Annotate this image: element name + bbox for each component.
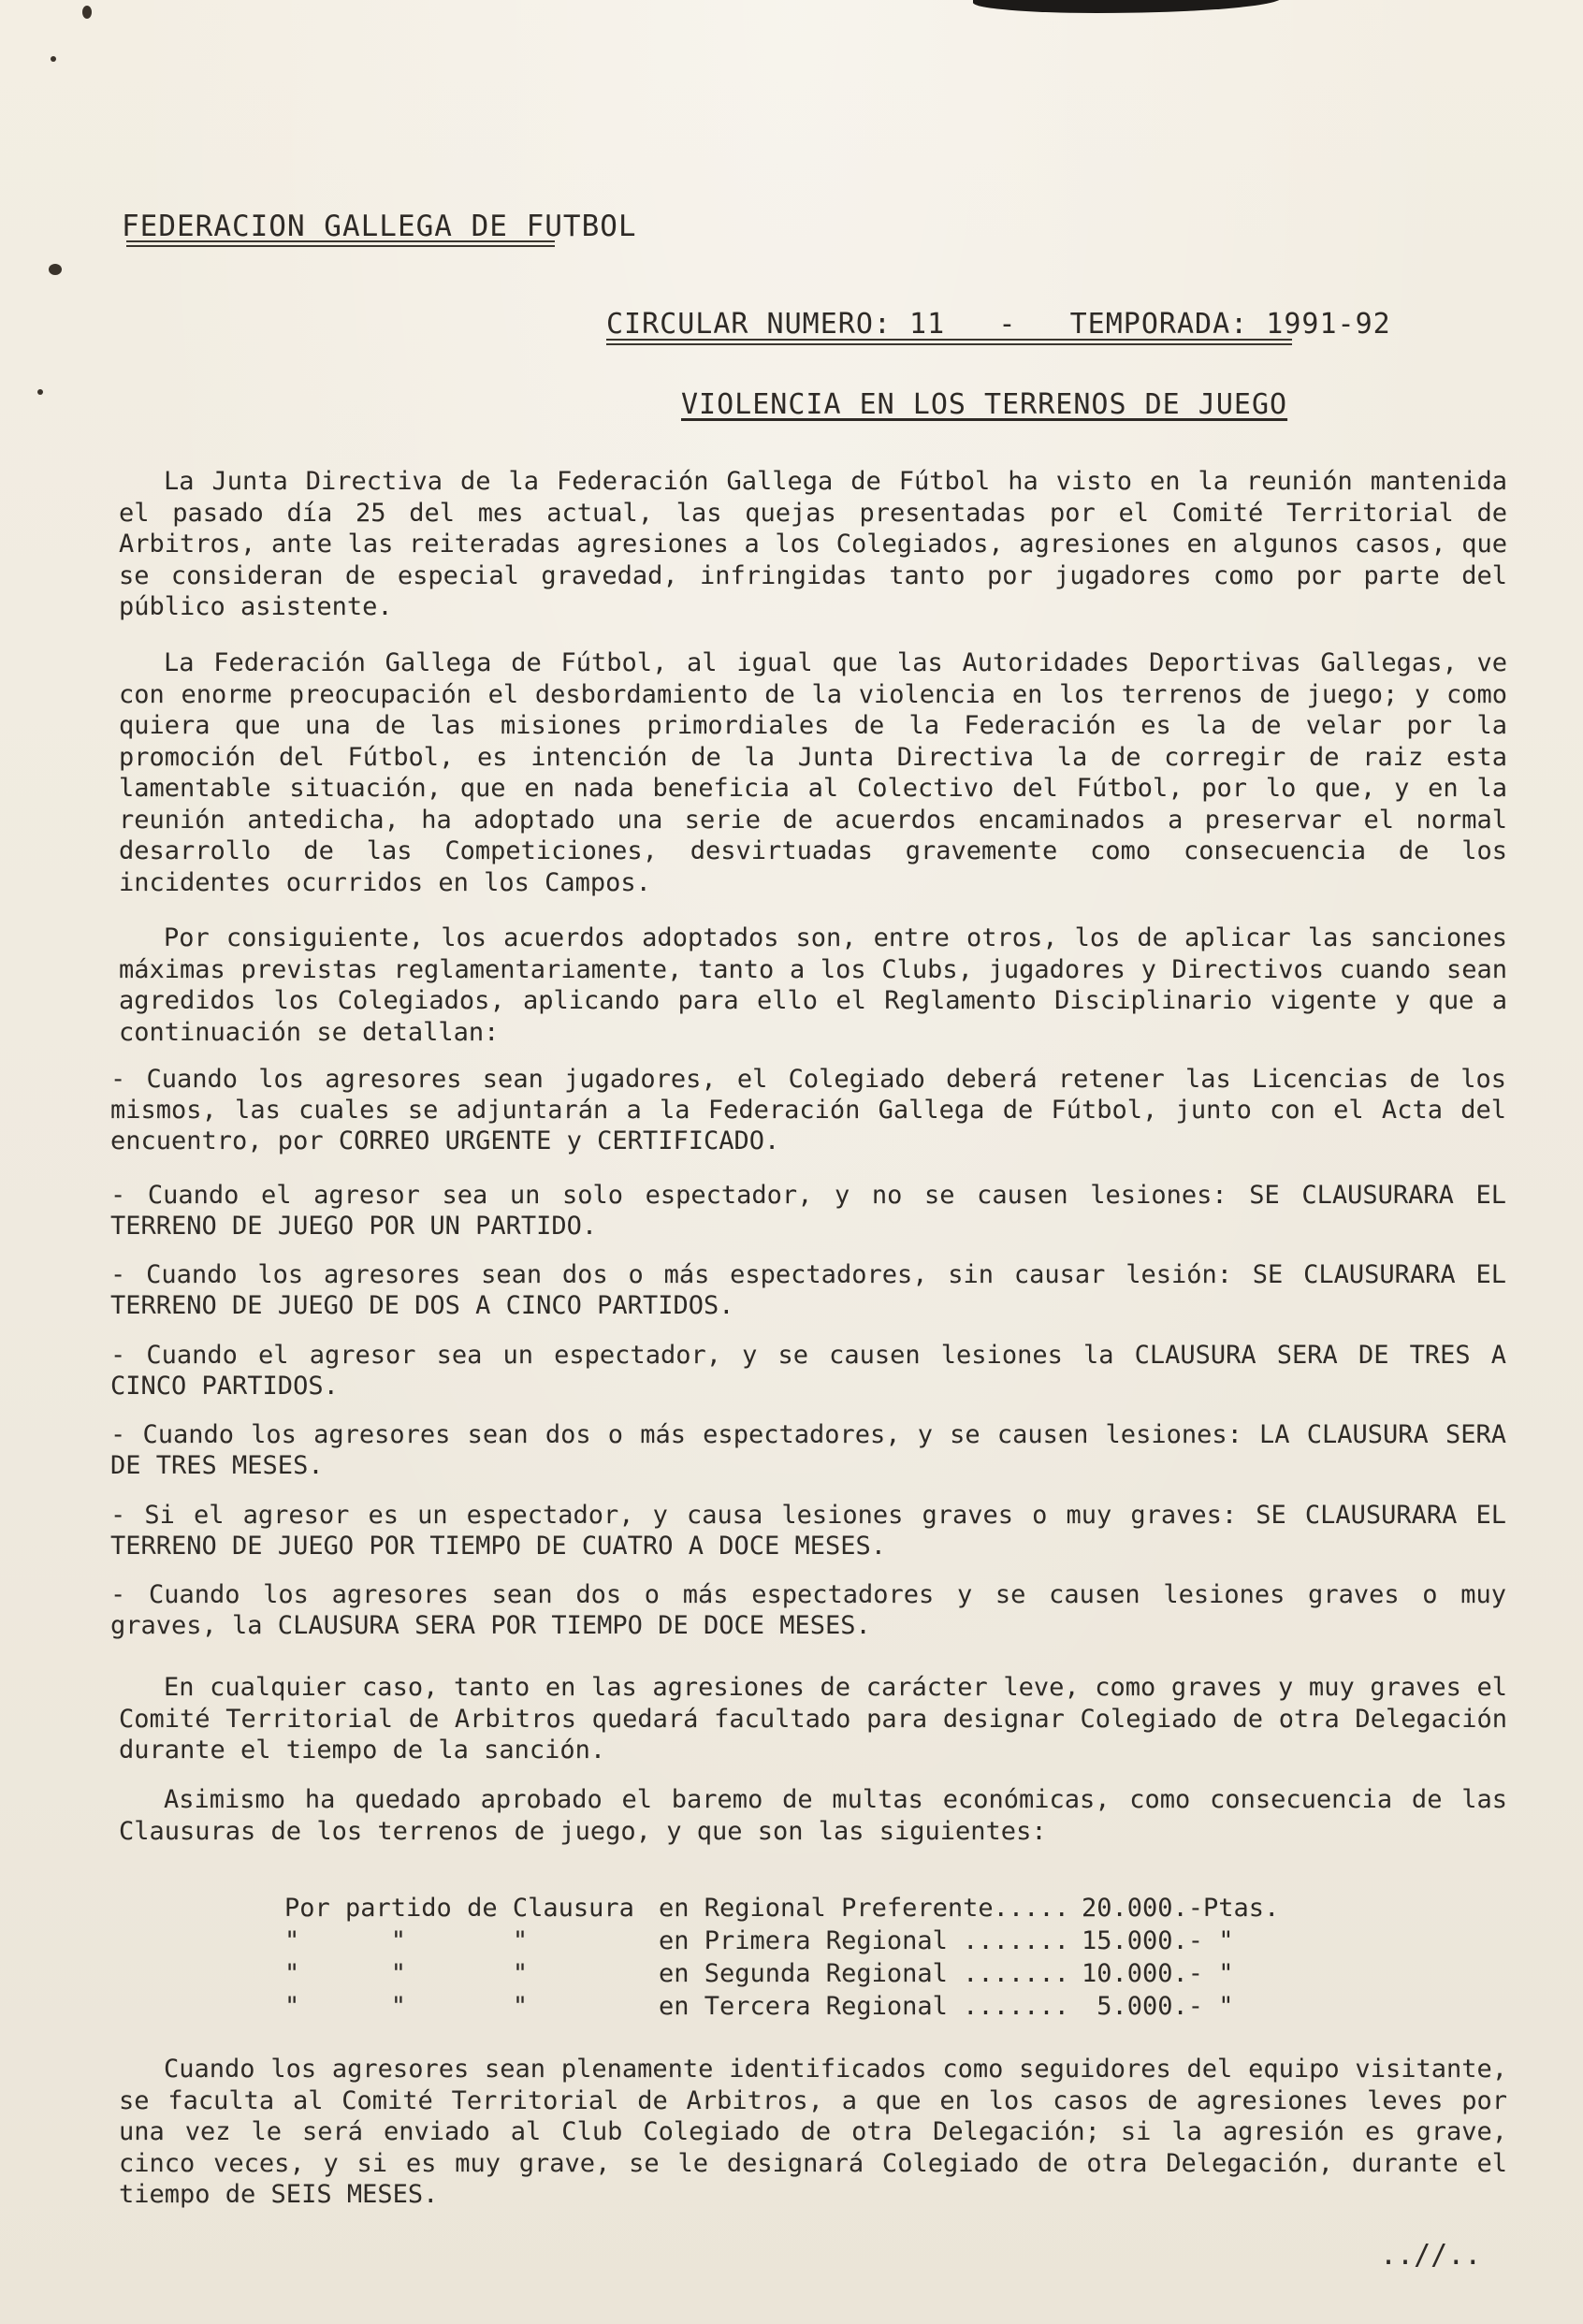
paper-speck xyxy=(82,6,92,19)
fines-cell-basis: " " " xyxy=(284,1926,529,1955)
torn-edge xyxy=(973,0,1282,13)
fines-row xyxy=(284,1925,1279,1957)
fines-cell-amount: 5.000.- " xyxy=(1082,1992,1234,2021)
fines-cell-category: en Tercera Regional ....... xyxy=(659,1992,1069,2021)
organization-title: FEDERACION GALLEGA DE FUTBOL xyxy=(122,210,637,243)
fines-cell-amount: 10.000.- " xyxy=(1082,1959,1234,1988)
paper-speck xyxy=(49,264,62,275)
paragraph-delegation: En cualquier caso, tanto en las agresiones de carácter leve, como graves y muy graves el Comité Territorial de Arbitros quedará facultado para designar Colegiado de otra Delegación durante el tiempo de la sanción. xyxy=(119,1673,1507,1765)
fines-cell-amount: 20.000.-Ptas. xyxy=(1082,1894,1280,1923)
fines-row xyxy=(284,1892,1279,1925)
fines-cell-basis: " " " xyxy=(284,1959,529,1988)
paper-speck xyxy=(51,56,56,62)
fines-row xyxy=(284,1957,1279,1990)
fines-cell-category: en Segunda Regional ....... xyxy=(659,1959,1069,1988)
circular-double-underline xyxy=(606,339,1292,345)
paragraph-agreements: Por consiguiente, los acuerdos adoptados son, entre otros, los de aplicar las sanciones máximas previstas reglamentariamente, tanto a los Clubs, jugadores y Directivos cuando sean agredidos los Colegiados, aplicando para ello el Reglamento Disciplinario vigente y que a continuación se detallan: xyxy=(119,923,1507,1047)
continued-mark: ..//.. xyxy=(1380,2239,1482,2272)
fines-cell-basis: Por partido de Clausura xyxy=(284,1894,634,1923)
sanction-item: - Cuando el agresor sea un espectador, y se causen lesiones la CLAUSURA SERA DE TRES A CINCO PARTIDOS. xyxy=(110,1341,1506,1401)
paragraph-fines-intro: Asimismo ha quedado aprobado el baremo de multas económicas, como consecuencia de las Clausuras de los terrenos de juego, y que son las siguientes: xyxy=(119,1785,1507,1846)
sanction-item: - Cuando los agresores sean dos o más espectadores, y se causen lesiones: LA CLAUSURA SERA DE TRES MESES. xyxy=(110,1420,1506,1480)
circular-number-line: CIRCULAR NUMERO: 11 - TEMPORADA: 1991-92 xyxy=(606,308,1391,341)
fines-cell-category: en Regional Preferente..... xyxy=(659,1894,1069,1923)
fines-cell-category: en Primera Regional ....... xyxy=(659,1926,1069,1955)
subject-heading: VIOLENCIA EN LOS TERRENOS DE JUEGO xyxy=(681,388,1288,421)
fines-table xyxy=(284,1892,1279,2023)
paper-speck xyxy=(37,389,43,395)
sanction-item: - Cuando el agresor sea un solo espectador, y no se causen lesiones: SE CLAUSURARA EL TERRENO DE JUEGO POR UN PARTIDO. xyxy=(110,1181,1506,1241)
sanction-item: - Cuando los agresores sean dos o más espectadores y se causen lesiones graves o muy graves, la CLAUSURA SERA POR TIEMPO DE DOCE MESES. xyxy=(110,1580,1506,1640)
paragraph-concern: La Federación Gallega de Fútbol, al igual que las Autoridades Deportivas Gallegas, ve con enorme preocupación el desbordamiento de la violencia en los terrenos de juego; y como quiera que una de las misiones primordiales de la Federación es la de velar por la promoción del Fútbol, es intención de la Junta Directiva la de corregir de raiz esta lamentable situación, que en nada beneficia al Colectivo del Fútbol, por lo que, y en la reunión antedicha, ha adoptado una serie de acuerdos encaminados a preservar el normal desarrollo de las Competiciones, desvirtuadas gravemente como consecuencia de los incidentes ocurridos en los Campos. xyxy=(119,648,1507,897)
fines-cell-amount: 15.000.- " xyxy=(1082,1926,1234,1955)
sanction-item: - Cuando los agresores sean jugadores, el Colegiado deberá retener las Licencias de los mismos, las cuales se adjuntarán a la Federación Gallega de Fútbol, junto con el Acta del encuentro, por CORREO URGENTE y CERTIFICADO. xyxy=(110,1065,1506,1155)
fines-row xyxy=(284,1990,1279,2023)
paragraph-visiting-supporters: Cuando los agresores sean plenamente identificados como seguidores del equipo visitante, se faculta al Comité Territorial de Arbitros, a que en los casos de agresiones leves por una vez le será enviado al Club Colegiado de otra Delegación; si la agresión es grave, cinco veces, y si es muy grave, se le designará Colegiado de otra Delegación, durante el tiempo de SEIS MESES. xyxy=(119,2055,1507,2209)
paragraph-intro: La Junta Directiva de la Federación Gallega de Fútbol ha visto en la reunión mantenida el pasado día 25 del mes actual, las quejas presentadas por el Comité Territorial de Arbitros, ante las reiteradas agresiones a los Colegiados, agresiones en algunos casos, que se consideran de especial gravedad, infringidas tanto por jugadores como por parte del público asistente. xyxy=(119,467,1507,621)
sanction-item: - Si el agresor es un espectador, y causa lesiones graves o muy graves: SE CLAUSURARA EL TERRENO DE JUEGO POR TIEMPO DE CUATRO A DOCE MESES. xyxy=(110,1501,1506,1561)
fines-cell-basis: " " " xyxy=(284,1992,529,2021)
sanction-item: - Cuando los agresores sean dos o más espectadores, sin causar lesión: SE CLAUSURARA EL TERRENO DE JUEGO DE DOS A CINCO PARTIDOS. xyxy=(110,1260,1506,1320)
title-double-underline xyxy=(126,240,555,247)
